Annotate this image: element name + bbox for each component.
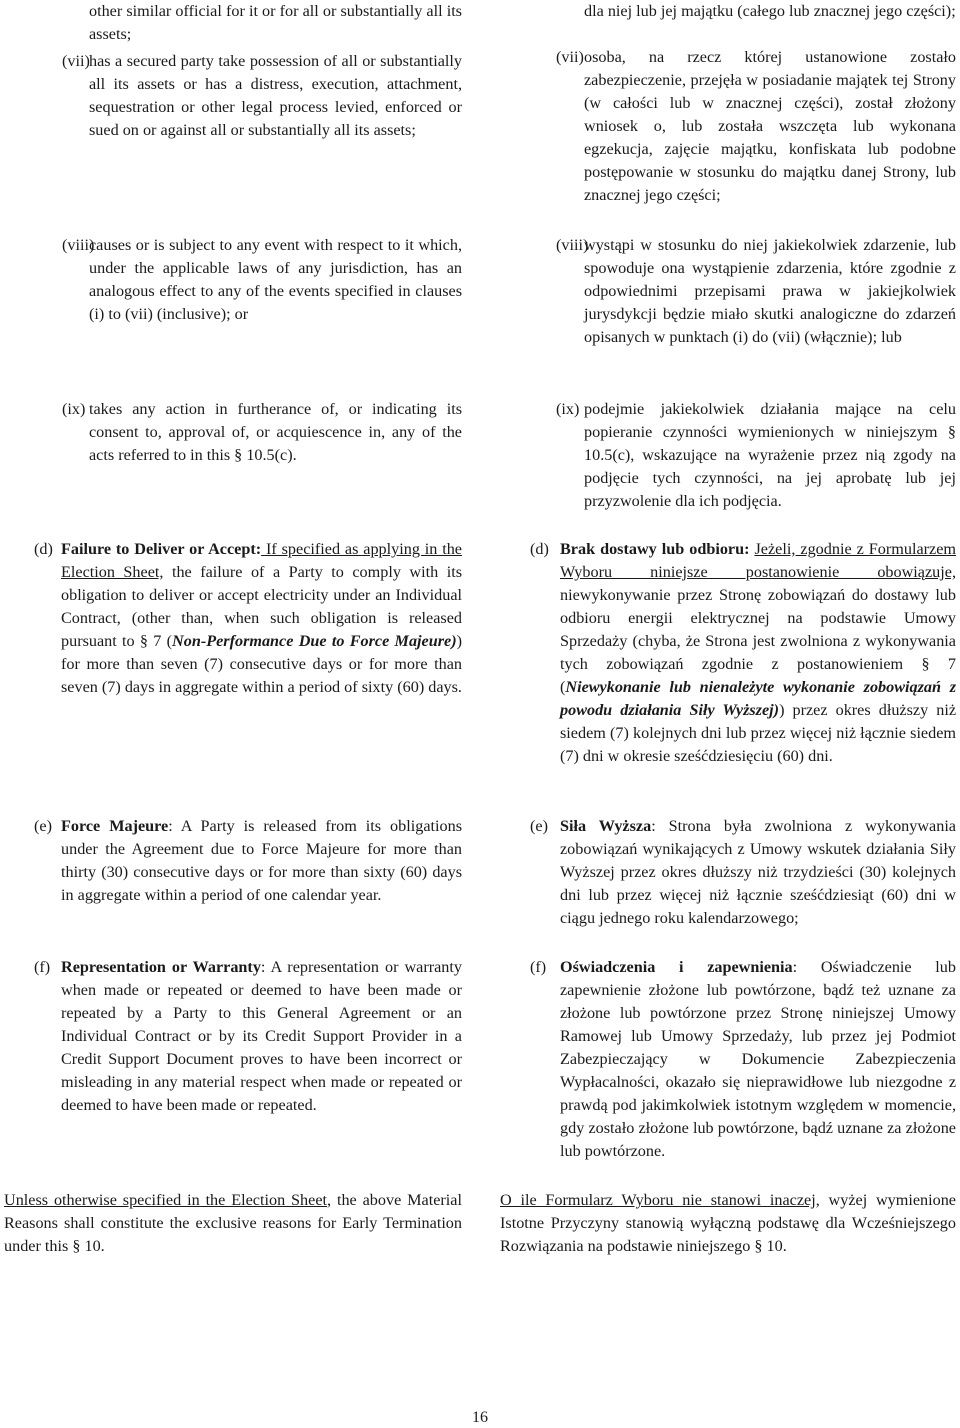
- pl-clause-d: [500, 538, 956, 768]
- pl-clause-e: [500, 815, 956, 930]
- pl-clause-ix-text: podejmie jakiekolwiek działania mające na celu popieranie czynności wymienionych w niniejszym § 10.5(c), wskazujące na wyrażenie przez nią zgody na podjęcie tych czynności, na jej aprobatę lub jej przyzwolenie dla ich podjęcia.: [584, 400, 956, 510]
- en-clause-f-title: Representation or Warranty: [61, 958, 261, 976]
- en-clause-ix-label: (ix): [62, 400, 86, 418]
- pl-clause-viii: [500, 234, 956, 349]
- pl-clause-e-title: Siła Wyższa: [560, 817, 652, 835]
- en-clause-viii-text: causes or is subject to any event with respect to it which, under the applicable laws of any jurisdiction, has an analogous effect to any of the events specified in clauses (i) to (vii) (inclusive); or: [89, 236, 462, 323]
- en-clause-f-label: (f): [34, 958, 51, 976]
- pl-clause-viii-text: wystąpi w stosunku do niej jakiekolwiek zdarzenie, lub spowoduje ona wystąpienie zdarzenia, które zgodnie z odpowiednimi przepisami prawa w jakiejkolwiek jurysdykcji będzie miało skutki analogiczne do zdarzeń opisanych w punktach (i) do (vii) (włącznie); lub: [584, 236, 956, 346]
- en-clause-f-text: : A representation or warranty when made or repeated or deemed to have been made or repeated by a Party to this General Agreement or an Individual Contract or by its Credit Support Provider in a Credit Support Document proves to have been incorrect or misleading in any material respect when made or repeated or deemed to have been made or repeated.: [61, 958, 462, 1114]
- pl-clause-d-text-b: ) przez okres dłuższy niż siedem (7) kolejnych dni lub przez więcej niż łącznie siedem (7) dni w okresie sześćdziesięciu (60) dni.: [560, 701, 957, 765]
- en-clause-e-label: (e): [34, 817, 52, 835]
- en-clause-vii-text: has a secured party take possession of all or substantially all its assets or has a distress, execution, attachment, sequestration or other legal process levied, enforced or sued on or against all or substantially all its assets;: [89, 52, 462, 139]
- en-clause-vii: [0, 50, 462, 142]
- en-clause-d-label: (d): [34, 540, 53, 558]
- en-clause-viii: [0, 234, 462, 326]
- pl-clause-vi-text: dla niej lub jej majątku (całego lub znacznej jego części);: [584, 2, 956, 20]
- en-clause-d-condition: If specified as applying in the Election Sheet,: [61, 540, 462, 581]
- pl-clause-f-text: : Oświadczenie lub zapewnienie złożone lub powtórzone, bądź też uznane za złożone lub powtórzone przez Stronę niniejszej Umowy Ramowej lub Umowy Sprzedaży, lub przez jej Podmiot Zabezpieczający w Dokumencie Zabezpieczenia Wypłacalności, okazało się nieprawidłowe lub niezgodne z prawdą pod jakimkolwiek istotnym względem w momencie, gdy zostało złożone lub powtórzone, bądź uznane za złożone lub powtórzone.: [560, 958, 956, 1160]
- pl-clause-e-text: : Strona była zwolniona z wykonywania zobowiązań wynikających z Umowy wskutek działania Siły Wyższej przez okres dłuższy niż trzydzieści (30) kolejnych dni lub przez więcej niż łącznie sześćdziesiąt (60) dni w ciągu jednego roku kalendarzowego;: [560, 817, 956, 927]
- pl-clause-vii: [500, 46, 956, 207]
- pl-closing-paragraph: [500, 1189, 956, 1258]
- pl-clause-d-colon: :: [744, 540, 755, 558]
- pl-clause-vii-text: osoba, na rzecz której ustanowione zostało zabezpieczenie, przejęła w posiadanie majątek tej Strony (w całości lub w znacznej części), został złożony wniosek o, lub została wszczęta lub wykonana egzekucja, zajęcie majątku, konfiskata lub podobne postępowanie w stosunku do majątku danej Strony, lub znacznej jego części;: [584, 48, 956, 204]
- pl-clause-e-label: (e): [530, 817, 548, 835]
- pl-clause-d-text-a: niewykonywanie przez Stronę zobowiązań do dostawy lub odbioru energii elektrycznej na podstawie Umowy Sprzedaży (chyba, że Strona jest zwolniona z wykonywania tych zobowiązań zgodnie z postanowieniem § 7 (: [560, 586, 956, 696]
- en-clause-ix-text: takes any action in furtherance of, or indicating its consent to, approval of, or acquiescence in, any of the acts referred to in this § 10.5(c).: [89, 400, 462, 464]
- en-clause-d: [4, 538, 462, 699]
- en-clause-e-text: : A Party is released from its obligations under the Agreement due to Force Majeure for more than thirty (30) consecutive days or for more than sixty (60) days in aggregate within a period of one calendar year.: [61, 817, 462, 904]
- en-clause-f: [4, 956, 462, 1117]
- en-clause-e: [4, 815, 462, 907]
- pl-clause-viii-label: (viii): [556, 236, 589, 254]
- pl-clause-f-title: Oświadczenia i zapewnienia: [560, 958, 793, 976]
- pl-clause-ix: [500, 398, 956, 513]
- pl-clause-d-title: Brak dostawy lub odbioru: [560, 540, 745, 558]
- pl-closing-text: , wyżej wymienione Istotne Przyczyny stanowią wyłączną podstawę dla Wcześniejszego Rozwiązania na podstawie niniejszego § 10.: [500, 1191, 956, 1255]
- en-clause-d-colon: :: [255, 540, 262, 558]
- pl-clause-vi-continuation: [500, 0, 956, 23]
- en-closing-text: , the above Material Reasons shall constitute the exclusive reasons for Early Termination under this § 10.: [4, 1191, 462, 1255]
- pl-clause-f-label: (f): [530, 958, 547, 976]
- en-clause-viii-label: (viii): [62, 236, 95, 254]
- en-clause-vii-label: (vii): [62, 52, 90, 70]
- pl-clause-d-condition: Jeżeli, zgodnie z Formularzem Wyboru niniejsze postanowienie obowiązuje,: [560, 540, 957, 581]
- pl-clause-f: [500, 956, 956, 1163]
- page-number: 16: [472, 1409, 488, 1426]
- en-clause-e-title: Force Majeure: [61, 817, 169, 835]
- en-closing-condition: Unless otherwise specified in the Election Sheet: [4, 1191, 328, 1209]
- en-clause-d-title: Failure to Deliver or Accept: [61, 540, 256, 558]
- en-clause-d-reference: Non-Performance Due to Force Majeure): [172, 632, 457, 650]
- en-clause-ix: [0, 398, 462, 467]
- en-closing-paragraph: [4, 1189, 462, 1258]
- pl-clause-ix-label: (ix): [556, 400, 580, 418]
- en-clause-d-text-a: the failure of a Party to comply with its obligation to deliver or accept electricity under an Individual Contract, (other than, when such obligation is released pursuant to § 7 (: [61, 563, 462, 650]
- en-clause-vi-text: other similar official for it or for all or substantially all its assets;: [89, 2, 462, 43]
- pl-clause-d-reference: Niewykonanie lub nienależyte wykonanie zobowiązań z powodu działania Siły Wyższej): [560, 678, 956, 719]
- en-clause-vi-continuation: [0, 0, 462, 46]
- pl-closing-condition: O ile Formularz Wyboru nie stanowi inaczej: [500, 1191, 816, 1209]
- pl-clause-d-label: (d): [530, 540, 549, 558]
- pl-clause-vii-label: (vii): [556, 48, 584, 66]
- en-clause-d-text-b: ) for more than seven (7) consecutive days or for more than seven (7) days in aggregate within a period of sixty (60) days.: [61, 632, 462, 696]
